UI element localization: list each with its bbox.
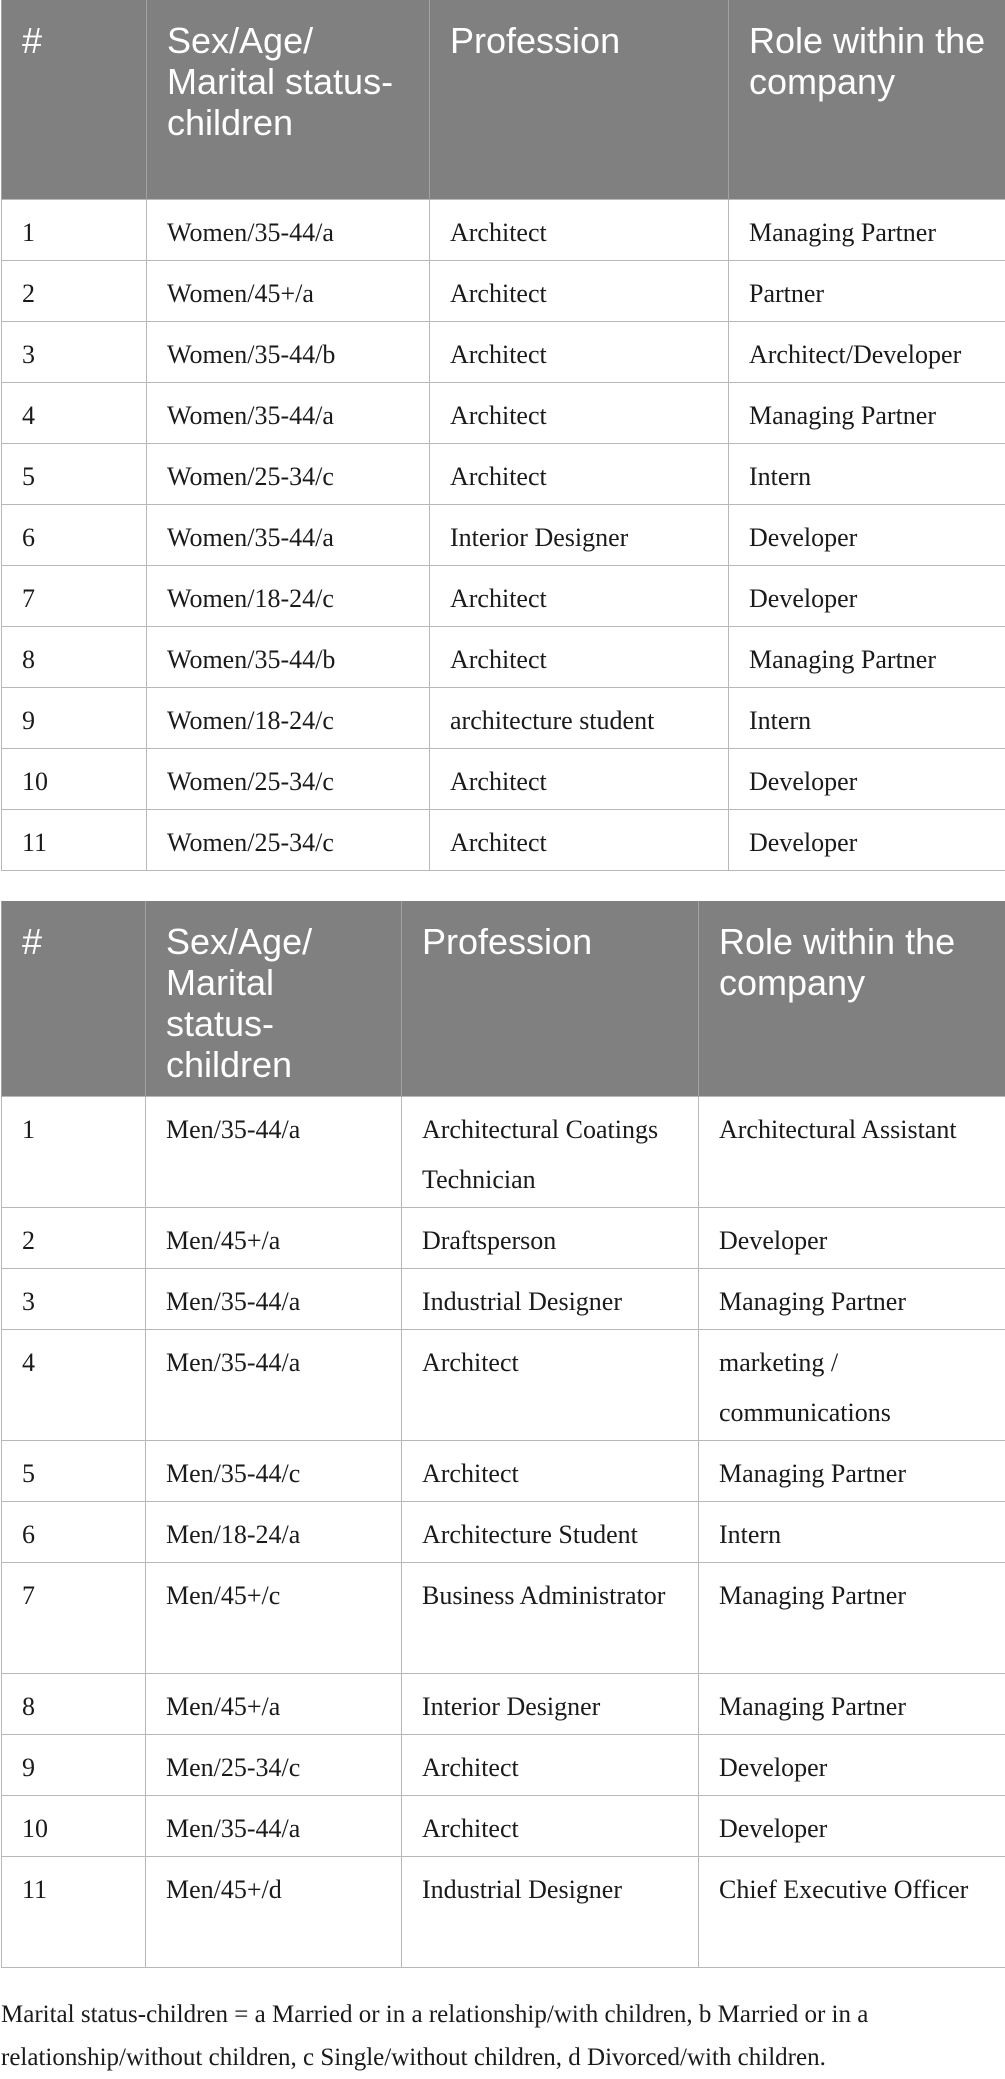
cell-sex-age-marital: Men/45+/d [146,1856,402,1967]
cell-role: Developer [699,1207,1005,1268]
cell-role: Managing Partner [729,199,1005,260]
table-row [2,626,1005,687]
cell-role: Developer [729,809,1005,870]
cell-number: 5 [2,443,147,504]
cell-number: 11 [2,1856,146,1967]
cell-profession: Interior Designer [402,1673,699,1734]
header-number: # [2,901,146,1096]
cell-number: 1 [2,199,147,260]
cell-role: Managing Partner [699,1673,1005,1734]
cell-sex-age-marital: Men/45+/a [146,1207,402,1268]
cell-sex-age-marital: Women/45+/a [147,260,430,321]
cell-number: 7 [2,565,147,626]
cell-sex-age-marital: Women/35-44/a [147,504,430,565]
table-row [2,1734,1005,1795]
table-row [2,1329,1005,1440]
cell-profession: Architect [430,809,729,870]
cell-role: Developer [699,1734,1005,1795]
table-row [2,748,1005,809]
table-row [2,687,1005,748]
cell-sex-age-marital: Men/35-44/a [146,1096,402,1207]
table-header-row [2,901,1005,1096]
cell-profession: Architect [430,626,729,687]
cell-number: 4 [2,382,147,443]
cell-number: 8 [2,1673,146,1734]
cell-number: 6 [2,1501,146,1562]
cell-role: Architectural Assistant [699,1096,1005,1207]
cell-number: 7 [2,1562,146,1673]
cell-sex-age-marital: Women/18-24/c [147,687,430,748]
cell-number: 8 [2,626,147,687]
cell-profession: Architect [430,382,729,443]
cell-profession: Architect [430,443,729,504]
cell-profession: Interior Designer [430,504,729,565]
cell-profession: Draftsperson [402,1207,699,1268]
cell-number: 10 [2,1795,146,1856]
table-row [2,809,1005,870]
table-row [2,382,1005,443]
cell-number: 3 [2,321,147,382]
table-header-row [2,0,1005,199]
cell-role: Managing Partner [699,1440,1005,1501]
cell-profession: Architect [430,260,729,321]
cell-role: Intern [699,1501,1005,1562]
table-row [2,504,1005,565]
cell-sex-age-marital: Men/25-34/c [146,1734,402,1795]
cell-sex-age-marital: Women/35-44/b [147,626,430,687]
cell-role: Intern [729,443,1005,504]
cell-sex-age-marital: Men/18-24/a [146,1501,402,1562]
cell-sex-age-marital: Men/35-44/a [146,1268,402,1329]
men-participants-table [1,901,1005,1968]
cell-sex-age-marital: Men/45+/c [146,1562,402,1673]
header-number: # [2,0,147,199]
cell-role: Managing Partner [699,1268,1005,1329]
cell-role: Intern [729,687,1005,748]
cell-number: 1 [2,1096,146,1207]
cell-sex-age-marital: Women/35-44/b [147,321,430,382]
cell-profession: Industrial Designer [402,1856,699,1967]
cell-sex-age-marital: Men/45+/a [146,1673,402,1734]
cell-role: Architect/Developer [729,321,1005,382]
cell-role: Developer [729,748,1005,809]
table-row [2,1268,1005,1329]
table-row [2,1207,1005,1268]
cell-role: Developer [699,1795,1005,1856]
cell-number: 2 [2,1207,146,1268]
cell-role: Managing Partner [729,626,1005,687]
cell-role: Developer [729,565,1005,626]
cell-role: Chief Executive Officer [699,1856,1005,1967]
cell-profession: Architect [430,199,729,260]
cell-number: 9 [2,687,147,748]
cell-role: Partner [729,260,1005,321]
table-row [2,1673,1005,1734]
header-sex-age-marital: Sex/Age/ Marital status-children [147,0,430,199]
table-row [2,1501,1005,1562]
cell-number: 5 [2,1440,146,1501]
cell-profession: Industrial Designer [402,1268,699,1329]
cell-sex-age-marital: Women/25-34/c [147,809,430,870]
table-row [2,1096,1005,1207]
table-footnote: Marital status-children = a Married or in a relationship/with children, b Married or in a relationship/without children, c Single/without children, d Divorced/with children. [1,1993,1001,2079]
cell-profession: Architect [430,748,729,809]
cell-sex-age-marital: Women/18-24/c [147,565,430,626]
cell-profession: Architect [430,321,729,382]
table-row [2,1795,1005,1856]
header-profession: Profession [402,901,699,1096]
table-row [2,565,1005,626]
cell-profession: Architect [402,1734,699,1795]
cell-number: 9 [2,1734,146,1795]
table-row [2,199,1005,260]
cell-number: 4 [2,1329,146,1440]
cell-sex-age-marital: Men/35-44/a [146,1329,402,1440]
cell-sex-age-marital: Women/25-34/c [147,443,430,504]
cell-profession: Architect [402,1329,699,1440]
header-role: Role within the company [729,0,1005,199]
cell-profession: Architecture Student [402,1501,699,1562]
cell-role: Managing Partner [699,1562,1005,1673]
cell-profession: Architect [430,565,729,626]
cell-sex-age-marital: Men/35-44/a [146,1795,402,1856]
table-row [2,321,1005,382]
table-row [2,1562,1005,1673]
cell-role: marketing / communications [699,1329,1005,1440]
cell-sex-age-marital: Men/35-44/c [146,1440,402,1501]
header-sex-age-marital: Sex/Age/ Marital status-children [146,901,402,1096]
cell-sex-age-marital: Women/35-44/a [147,199,430,260]
cell-role: Managing Partner [729,382,1005,443]
table-row [2,1440,1005,1501]
cell-number: 2 [2,260,147,321]
cell-sex-age-marital: Women/25-34/c [147,748,430,809]
cell-sex-age-marital: Women/35-44/a [147,382,430,443]
cell-profession: Architect [402,1795,699,1856]
table-row [2,260,1005,321]
table-row [2,1856,1005,1967]
header-profession: Profession [430,0,729,199]
cell-profession: Architect [402,1440,699,1501]
cell-profession: architecture student [430,687,729,748]
header-role: Role within the company [699,901,1005,1096]
cell-number: 11 [2,809,147,870]
cell-profession: Architectural Coatings Technician [402,1096,699,1207]
table-row [2,443,1005,504]
women-participants-table [1,0,1005,871]
cell-number: 6 [2,504,147,565]
cell-profession: Business Administrator [402,1562,699,1673]
cell-role: Developer [729,504,1005,565]
cell-number: 3 [2,1268,146,1329]
cell-number: 10 [2,748,147,809]
